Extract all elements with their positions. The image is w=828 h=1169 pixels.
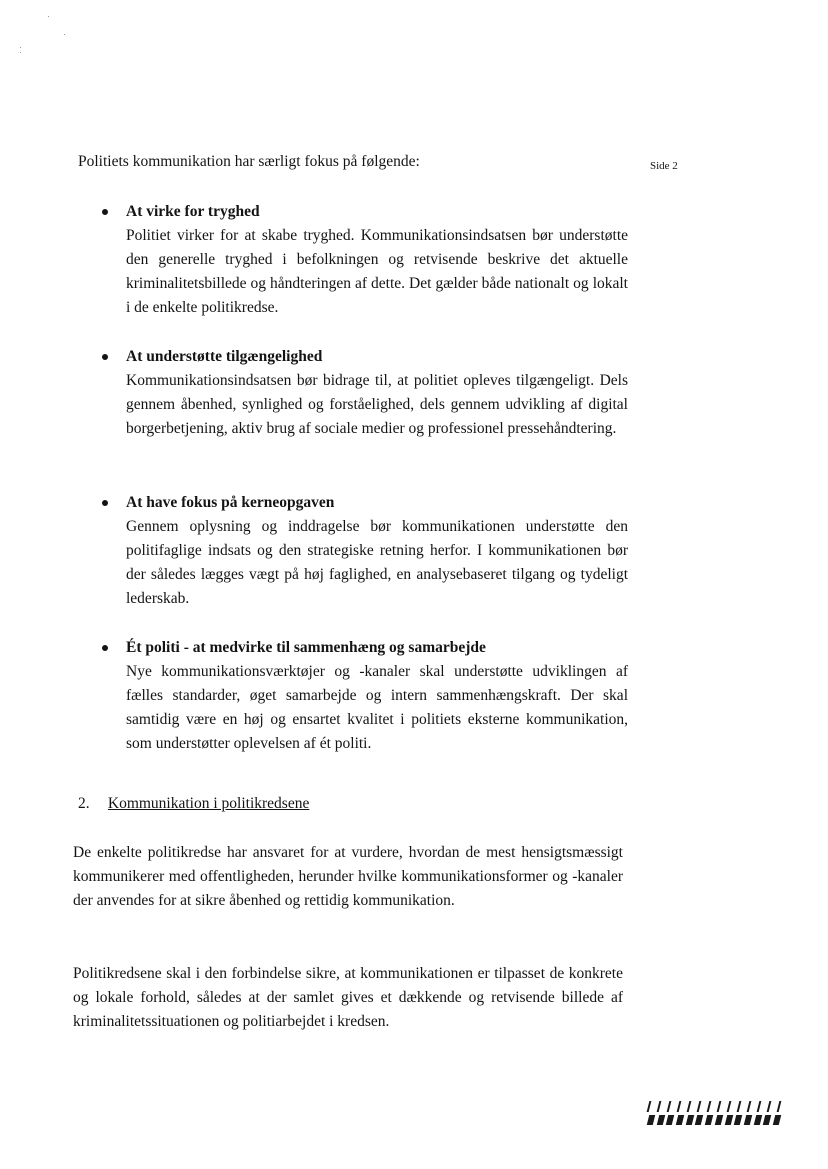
bullet-body: Politiet virker for at skabe tryghed. Kommunikationsindsatsen bør understøtte den generelle tryghed i befolkningen og retvisende beskrive det aktuelle kriminalitetsbillede og håndteringen af dette. Det gælder både nationalt og lokalt i de enkelte politikredse. <box>126 227 628 316</box>
scan-speck <box>20 47 21 48</box>
page-number: Side 2 <box>650 160 678 172</box>
list-item <box>98 491 628 611</box>
bullet-body: Gennem oplysning og inddragelse bør kommunikationen understøtte den politifaglige indsats og den strategiske retning herfor. I kommunikationen bør der således lægges vægt på høj faglighed, en analysebaseret tilgang og tydeligt lederskab. <box>126 518 628 607</box>
section-number: 2. <box>78 795 90 812</box>
bullet-title: At understøtte tilgængelighed <box>126 348 323 365</box>
list-item <box>98 200 628 320</box>
scan-speck <box>64 34 65 35</box>
list-item <box>98 636 628 756</box>
bullet-title: At virke for tryghed <box>126 203 260 220</box>
section-title: Kommunikation i politikredsene <box>107 795 310 812</box>
bullet-title: At have fokus på kerneopgaven <box>126 494 335 511</box>
barcode-mark <box>648 1101 780 1125</box>
bullet-title: Ét politi - at medvirke til sammenhæng og samarbejde <box>126 639 486 656</box>
body-paragraph: Politikredsene skal i den forbindelse sikre, at kommunikationen er tilpasset de konkrete og lokale forhold, således at der samlet gives et dækkende og retvisende billede af kriminalitetssituationen og politiarbejdet i kredsen. <box>73 965 623 1030</box>
barcode-thin-row <box>648 1101 780 1112</box>
scan-speck <box>20 52 21 53</box>
body-paragraph: De enkelte politikredse har ansvaret for at vurdere, hvordan de mest hensigtsmæssigt kommunikerer med offentligheden, herunder hvilke kommunikationsformer og -kanaler der anvendes for at sikre åbenhed og rettidig kommunikation. <box>73 844 623 909</box>
bullet-body: Nye kommunikationsværktøjer og -kanaler skal understøtte udviklingen af fælles standarder, øget samarbejde og intern sammenhængskraft. Der skal samtidig være en høj og ensartet kvalitet i politiets eksterne kommunikation, som understøtter oplevelsen af ét politi. <box>126 663 628 752</box>
list-item <box>98 345 628 441</box>
scan-speck <box>48 16 49 17</box>
bullet-body: Kommunikationsindsatsen bør bidrage til, at politiet opleves tilgængeligt. Dels gennem åbenhed, synlighed og forståelighed, dels gennem udvikling af digital borgerbetjening, aktiv brug af sociale medier og professionel pressehåndtering. <box>126 372 628 437</box>
barcode-thick-row <box>648 1115 780 1125</box>
section-heading <box>78 792 309 816</box>
intro-text: Politiets kommunikation har særligt fokus på følgende: <box>78 153 420 170</box>
